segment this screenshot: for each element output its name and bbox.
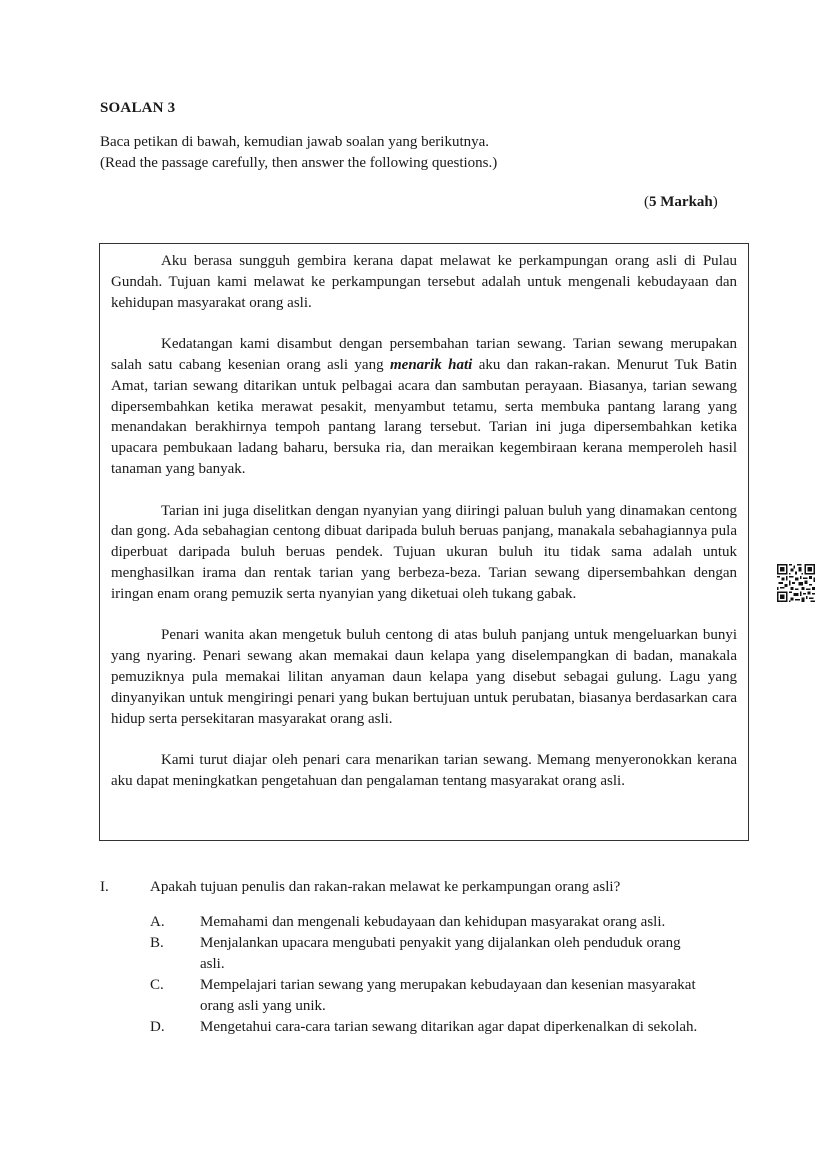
passage-box — [99, 243, 749, 841]
question-text: Apakah tujuan penulis dan rakan-rakan melawat ke perkampungan orang asli? — [150, 879, 621, 895]
passage-paragraph-2-after: aku dan rakan-rakan. Menurut Tuk Batin Amat, tarian sewang ditarikan untuk pelbagai acara dan sambutan perayaan. Biasanya, tarian sewang dipersembahkan ketika merawat pesakit, menyambut tetamu, serta membuka pantang larang yang menandakan berakhirnya tempoh pantang larang tersebut. Tarian ini juga dipersembahkan ketika upacara pembukaan ladang baharu, bersuka ria, dan meraikan kegembiraan kerana memperoleh hasil tanaman yang banyak. — [111, 356, 738, 477]
passage-paragraph-1: Aku berasa sungguh gembira kerana dapat melawat ke perkampungan orang asli di Pulau Gundah. Tujuan kami melawat ke perkampungan tersebut adalah untuk mengenali kebudayaan dan kehidupan masyarakat orang asli. — [111, 253, 737, 311]
instructions — [100, 132, 497, 174]
option-letter: D. — [150, 1019, 165, 1035]
marks-value: 5 Markah — [649, 194, 713, 210]
instruction-malay: Baca petikan di bawah, kemudian jawab soalan yang berikutnya. — [100, 134, 490, 150]
option-text: Menjalankan upacara mengubati penyakit yang dijalankan oleh penduduk orang asli. — [200, 935, 681, 972]
option-c[interactable] — [150, 975, 710, 1017]
option-d[interactable] — [150, 1017, 710, 1038]
option-text: Mengetahui cara-cara tarian sewang ditarikan agar dapat diperkenalkan di sekolah. — [200, 1019, 698, 1035]
question-number: I. — [100, 879, 109, 895]
passage-paragraph-2 — [111, 334, 737, 480]
option-text: Memahami dan mengenali kebudayaan dan kehidupan masyarakat orang asli. — [200, 914, 666, 930]
option-letter: A. — [150, 914, 165, 930]
passage-paragraph-5: Kami turut diajar oleh penari cara menarikan tarian sewang. Memang menyeronokkan kerana aku dapat meningkatkan pengetahuan dan pengalaman tentang masyarakat orang asli. — [111, 752, 737, 789]
marks-close: ) — [712, 194, 718, 210]
option-a[interactable] — [150, 912, 710, 933]
passage-paragraph-4: Penari wanita akan mengetuk buluh centong di atas buluh panjang untuk mengeluarkan bunyi yang nyaring. Penari sewang akan memakai daun kelapa yang diselempangkan di badan, manakala pemuziknya pula memakai lilitan anyaman daun kelapa yang disebut sebagai gulung. Lagu yang dinyanyikan untuk mengiringi penari yang bukan bertujuan untuk perubatan, biasanya berdasarkan cara hidup serta persekitaran masyarakat orang asli. — [111, 627, 737, 727]
marks-open: ( — [644, 194, 649, 210]
passage-paragraph-2-before: Kedatangan kami disambut dengan persembahan tarian sewang. Tarian sewang merupakan salah satu cabang kesenian orang asli yang — [111, 336, 737, 373]
answer-options — [150, 912, 710, 1038]
option-letter: B. — [150, 935, 164, 951]
option-letter: C. — [150, 977, 164, 993]
option-b[interactable] — [150, 933, 710, 975]
option-text: Mempelajari tarian sewang yang merupakan kebudayaan dan kesenian masyarakat orang asli yang unik. — [200, 977, 696, 1014]
passage-paragraph-3: Tarian ini juga diselitkan dengan nyanyian yang diiringi paluan buluh yang dinamakan centong dan gong. Ada sebahagian centong dibuat daripada buluh beruas panjang, manakala sebahagiannya pula diperbuat daripada buluh beruas pendek. Tujuan ukuran buluh itu tidak sama adalah untuk menghasilkan irama dan rentak tarian yang berbeza-beza. Tarian sewang dipersembahkan dengan iringan enam orang pemuzik serta nyanyian yang diketuai oleh tukang gabak. — [111, 502, 737, 602]
emphasized-phrase: menarik hati — [390, 356, 473, 373]
marks-label — [644, 194, 718, 211]
instruction-english: (Read the passage carefully, then answer the following questions.) — [100, 155, 498, 171]
qr-code-icon[interactable] — [777, 564, 815, 602]
section-title: SOALAN 3 — [100, 100, 176, 116]
